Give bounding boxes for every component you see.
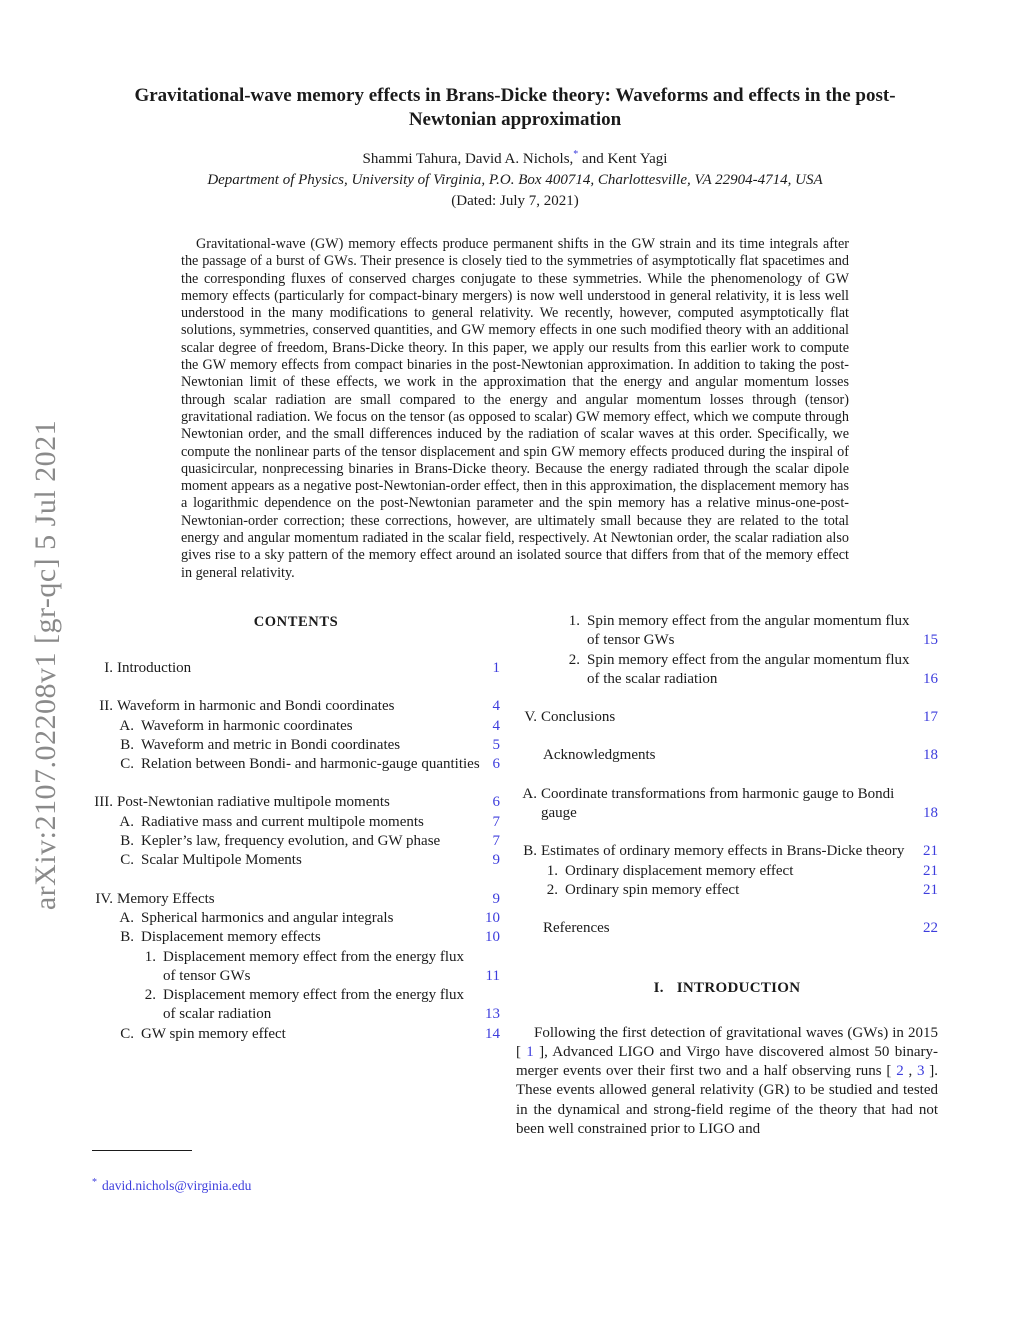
toc-entry bbox=[92, 813, 500, 832]
toc-entry-label: A. bbox=[522, 785, 537, 802]
toc-entry-label: IV. bbox=[95, 890, 113, 907]
intro-text-segment: , bbox=[908, 1063, 918, 1080]
toc-entry-label bbox=[516, 919, 537, 938]
toc-entry bbox=[516, 651, 938, 690]
toc-entry-page-link[interactable]: 7 bbox=[492, 813, 500, 830]
toc-entry-page-link[interactable]: 13 bbox=[485, 1006, 500, 1023]
toc-entry-label: A. bbox=[119, 717, 134, 734]
toc-entry-label: 2. bbox=[144, 987, 156, 1004]
toc-entry-page-link[interactable]: 7 bbox=[492, 833, 500, 850]
intro-text-segment: ]. These events allowed general relativity (GR) to be studied and tested in the dynamical and strong-field regime of the theory that had not been well constrained prior to LIGO and bbox=[516, 1063, 939, 1137]
toc-entry-page-link[interactable]: 15 bbox=[923, 632, 938, 649]
toc-entry-page-link[interactable]: 4 bbox=[492, 717, 500, 734]
toc-entry bbox=[516, 842, 938, 861]
toc-entry-title: Displacement memory effect from the energy flux of scalar radiation bbox=[163, 987, 465, 1023]
toc-entry-label: 1. bbox=[546, 862, 558, 879]
contents-heading: CONTENTS bbox=[253, 613, 339, 630]
abstract: Gravitational-wave (GW) memory effects produce permanent shifts in the GW strain and its time integrals after the passage of a burst of GWs. Their presence is closely tied to the symmetries of asymptotically flat spacetimes and the corresponding fluxes of conserved charges conjugate to these symmetries. While the phenomenology of GW memory effects (particularly for compact-binary mergers) is now well understood in general relativity, it is less well understood in the many modifications to general relativity. We recently, however, computed asymptotically flat solutions, symmetries, conserved quantities, and GW memory effects in one such modified theory with an additional scalar degree of freedom, Brans-Dicke theory. In this paper, we apply our results from this earlier work to compute the GW memory effects from compact binaries in the post-Newtonian approximation. In addition to taking the post-Newtonian limit of these effects, we work in the approximation that the energy and angular momentum losses through scalar radiation are small compared to the energy and angular momentum losses through (tensor) gravitational radiation. We focus on the tensor (as opposed to scalar) GW memory effect, which we compute through Newtonian order, and the small differences induced by the radiation of scalar waves at this order. Specifically, we compute the nonlinear parts of the tensor displacement and spin GW memory effects produced during the inspiral of quasicircular, nonprecessing binaries in Brans-Dicke theory. Because the energy radiated through the scalar dipole moment appears as a negative post-Newtonian-order effect, then in this approximation, the displacement memory has a logarithmic dependence on the post-Newtonian parameter and the spin memory has a relative minus-one-post-Newtonian-order correction; these corrections, however, are ultimately small because they are related to the total energy and angular momentum radiated in the scalar field, respectively. At Newtonian order, the scalar radiation also gives rise to a sky pattern of the memory effect around an isolated source that differs from that of the memory effect in general relativity. bbox=[181, 236, 849, 581]
toc-entry-label: 2. bbox=[546, 881, 558, 898]
toc-entry-title: Ordinary spin memory effect bbox=[565, 881, 740, 898]
toc-entry-title: Spherical harmonics and angular integrals bbox=[141, 909, 394, 926]
toc-entry bbox=[516, 746, 938, 765]
section-number: I. bbox=[653, 979, 664, 996]
toc-entry-label: C. bbox=[120, 1025, 134, 1042]
toc-entry-title: References bbox=[543, 920, 610, 937]
toc-entry-title: Ordinary displacement memory effect bbox=[565, 862, 794, 879]
toc-entry-title: Post-Newtonian radiative multipole moments bbox=[117, 794, 390, 811]
toc-entry-page-link[interactable]: 18 bbox=[923, 747, 938, 764]
toc-entry-title: Waveform in harmonic coordinates bbox=[141, 717, 353, 734]
toc-entry-title: Radiative mass and current multipole moments bbox=[141, 813, 424, 830]
toc-entry-label: C. bbox=[120, 756, 134, 773]
toc-entry bbox=[92, 717, 500, 736]
toc-entry-page-link[interactable]: 6 bbox=[492, 794, 500, 811]
toc-entry-title: GW spin memory effect bbox=[141, 1025, 286, 1042]
toc-entry-title: Coordinate transformations from harmonic gauge to Bondi gauge bbox=[541, 785, 895, 822]
toc-entry-page-link[interactable]: 16 bbox=[923, 670, 938, 687]
toc-entry bbox=[92, 851, 500, 870]
intro-text-segment: Following the first detection of gravitational waves (GWs) in 2015 [ bbox=[516, 1024, 938, 1060]
toc-entry-title: Scalar Multipole Moments bbox=[141, 852, 302, 869]
footnote-line bbox=[92, 1178, 500, 1194]
toc-entry bbox=[92, 832, 500, 851]
toc-entry-label: I. bbox=[104, 659, 113, 676]
toc-entry bbox=[92, 890, 500, 909]
toc-entry bbox=[92, 909, 500, 928]
toc-entry-label: A. bbox=[119, 813, 134, 830]
footnote-marker: * bbox=[92, 1176, 97, 1188]
footnote-rule bbox=[92, 1150, 192, 1151]
section-heading-introduction bbox=[516, 980, 938, 997]
toc-entry-page-link[interactable]: 5 bbox=[492, 736, 500, 753]
toc-entry-title: Displacement memory effect from the energy flux of tensor GWs bbox=[163, 948, 465, 984]
affiliation: Department of Physics, University of Virginia, P.O. Box 400714, Charlottesville, VA 22904-4714, USA bbox=[207, 172, 823, 188]
author-line bbox=[92, 151, 938, 168]
paper-title: Gravitational-wave memory effects in Brans-Dicke theory: Waveforms and effects in the post-Newtonian approximation bbox=[134, 85, 896, 130]
arxiv-id-banner: arXiv:2107.02208v1 [gr-qc] 5 Jul 2021 bbox=[29, 419, 62, 911]
authors-text: Shammi Tahura, David A. Nichols, bbox=[362, 151, 574, 167]
toc-entry-title: Kepler’s law, frequency evolution, and GW phase bbox=[141, 833, 441, 850]
toc-entry bbox=[92, 793, 500, 812]
toc-entry-label: V. bbox=[524, 709, 537, 726]
two-column-region bbox=[92, 612, 938, 1139]
toc-entry-label: 1. bbox=[144, 948, 156, 965]
footnote-email-link[interactable]: david.nichols@virginia.edu bbox=[102, 1178, 252, 1193]
toc-entry-title: Estimates of ordinary memory effects in Brans-Dicke theory bbox=[541, 843, 905, 860]
toc-entry bbox=[516, 785, 938, 824]
toc-entry-page-link[interactable]: 17 bbox=[923, 709, 938, 726]
toc-entry bbox=[92, 736, 500, 755]
toc-entry bbox=[516, 919, 938, 938]
intro-text-segment[interactable]: 3 bbox=[917, 1063, 925, 1080]
toc-entry-page-link[interactable]: 21 bbox=[923, 843, 938, 860]
toc-entry bbox=[92, 1025, 500, 1044]
toc-entry-page-link[interactable]: 14 bbox=[485, 1025, 500, 1042]
intro-text-segment[interactable]: 2 bbox=[896, 1063, 904, 1080]
footnote-block bbox=[92, 1150, 500, 1194]
toc-entry-title: Displacement memory effects bbox=[141, 929, 321, 946]
toc-entry-label: II. bbox=[99, 698, 113, 715]
toc-entry-label: 1. bbox=[568, 612, 580, 629]
toc-entry-label: C. bbox=[120, 852, 134, 869]
toc-entry-label: III. bbox=[94, 794, 113, 811]
toc-entry-page-link[interactable]: 9 bbox=[492, 890, 500, 907]
toc-entry-title: Acknowledgments bbox=[543, 747, 656, 764]
toc-entry-title: Waveform and metric in Bondi coordinates bbox=[141, 736, 401, 753]
toc-entry-label: B. bbox=[120, 833, 134, 850]
toc-entry-page-link[interactable]: 11 bbox=[485, 967, 500, 984]
toc-entry-page-link[interactable]: 21 bbox=[923, 881, 938, 898]
toc-entry bbox=[92, 948, 500, 987]
toc-entry-label: A. bbox=[119, 909, 134, 926]
toc-entry-title: Waveform in harmonic and Bondi coordinates bbox=[117, 698, 395, 715]
toc-entry-title: Spin memory effect from the angular momentum flux of the scalar radiation bbox=[587, 651, 910, 687]
toc-entry-page-link[interactable]: 21 bbox=[923, 862, 938, 879]
toc-entry bbox=[92, 928, 500, 947]
dateline: (Dated: July 7, 2021) bbox=[451, 193, 579, 209]
toc-entry bbox=[516, 862, 938, 881]
toc-entry-page-link[interactable]: 9 bbox=[492, 852, 500, 869]
toc-entry bbox=[92, 697, 500, 716]
toc-entry-label: B. bbox=[523, 843, 537, 860]
toc-entry bbox=[516, 612, 938, 651]
toc-entry-label: B. bbox=[120, 736, 134, 753]
left-column bbox=[92, 612, 500, 1139]
toc-entry bbox=[92, 986, 500, 1025]
toc-entry bbox=[516, 708, 938, 727]
toc-entry-label bbox=[516, 746, 537, 765]
toc-entry-page-link[interactable]: 1 bbox=[492, 659, 500, 676]
toc-entry-page-link[interactable]: 10 bbox=[485, 929, 500, 946]
toc-entry-page-link[interactable]: 22 bbox=[923, 920, 938, 937]
intro-paragraph bbox=[516, 1024, 938, 1140]
toc-entry-page-link[interactable]: 6 bbox=[492, 756, 500, 773]
toc-entry-title: Memory Effects bbox=[117, 890, 215, 907]
toc-entry-title: Introduction bbox=[117, 659, 192, 676]
toc-entry-label: 2. bbox=[568, 651, 580, 668]
toc-right bbox=[516, 612, 938, 939]
toc-entry-page-link[interactable]: 18 bbox=[923, 805, 938, 822]
toc-left bbox=[92, 659, 500, 1044]
toc-entry bbox=[92, 755, 500, 774]
toc-entry-title: Spin memory effect from the angular momentum flux of tensor GWs bbox=[587, 612, 910, 649]
toc-entry-title: Conclusions bbox=[541, 709, 616, 726]
toc-entry bbox=[92, 659, 500, 678]
section-title: INTRODUCTION bbox=[676, 979, 801, 996]
toc-entry-title: Relation between Bondi- and harmonic-gauge quantities bbox=[141, 756, 480, 773]
toc-entry-page-link[interactable]: 10 bbox=[485, 909, 500, 926]
right-column bbox=[516, 612, 938, 1139]
toc-entry-label: B. bbox=[120, 929, 134, 946]
authors-text-cont: and Kent Yagi bbox=[578, 151, 668, 167]
author-footnote-marker-link[interactable]: * bbox=[573, 149, 579, 160]
intro-text-segment: ], Advanced LIGO and Virgo have discovered almost 50 binary-merger events over their first two and a half observing runs [ bbox=[516, 1043, 939, 1080]
page bbox=[92, 84, 938, 1139]
intro-text-segment[interactable]: 1 bbox=[526, 1043, 534, 1060]
toc-entry-page-link[interactable]: 4 bbox=[492, 698, 500, 715]
toc-entry bbox=[516, 881, 938, 900]
